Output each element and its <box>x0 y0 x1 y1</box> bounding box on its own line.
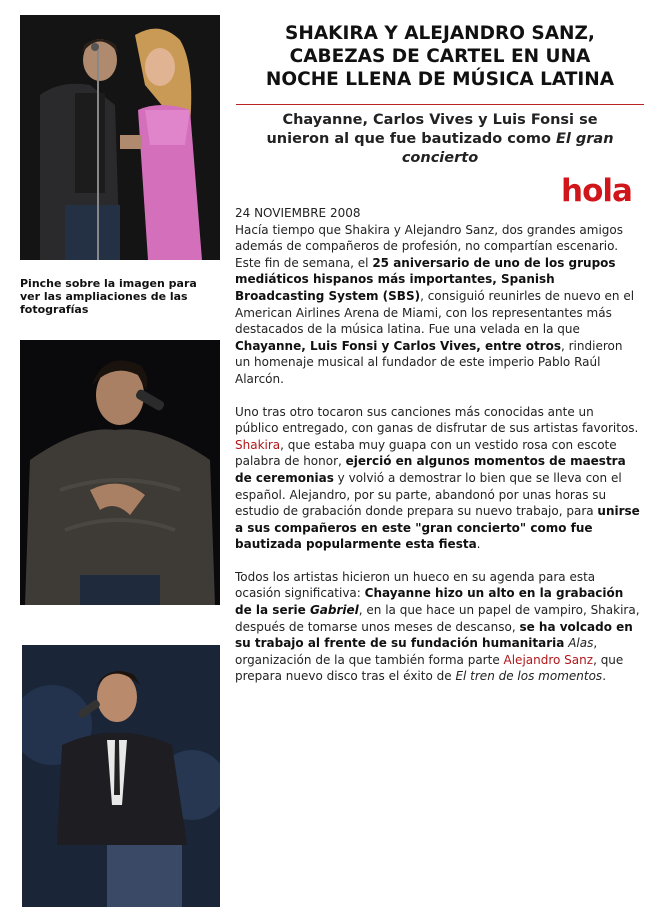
article-subtitle <box>250 111 630 168</box>
alejandro-sanz-link[interactable]: Alejandro Sanz <box>503 652 594 667</box>
p3-italic-e: Alas <box>568 636 594 651</box>
subtitle-text: Chayanne, Carlos Vives y Luis Fonsi se unieron al que fue bautizado como <box>266 112 598 147</box>
paragraph-2 <box>235 404 640 553</box>
p1-text-e: , rindieron un homenaje musical al fundador de este imperio Pablo Raúl Alarcón. <box>235 338 623 386</box>
p3-text-i: . <box>602 669 607 684</box>
photo-luis-fonsi-image <box>22 645 220 907</box>
p3-text-f: , organización de la que también forma parte <box>235 636 598 667</box>
p2-bold-c: ejerció en algunos momentos de maestra de ceremonias <box>235 454 626 485</box>
photo-luis-fonsi[interactable] <box>22 645 220 907</box>
photo-caption: Pinche sobre la imagen para ver las ampliaciones de las fotografías <box>20 277 197 316</box>
subtitle-italic: El gran concierto <box>401 131 614 166</box>
p3-text-a: Todos los artistas hicieron un hueco en su agenda para esta ocasión significativa: <box>235 569 596 601</box>
p3-text-g: , que prepara nuevo disco tras el éxito de <box>235 652 624 684</box>
shakira-link[interactable]: Shakira <box>235 437 281 452</box>
paragraph-1 <box>235 222 640 388</box>
p3-bold-italic: Gabriel <box>309 603 359 618</box>
article-body <box>235 205 640 701</box>
photo-shakira-alejandro[interactable] <box>20 15 220 260</box>
p1-text-a: Hacía tiempo que Shakira y Alejandro Sanz, dos grandes amigos además de compañeros de profesión, no compartían escenario. Este fin de semana, el <box>235 222 624 270</box>
p2-text-a: Uno tras otro tocaron sus canciones más conocidas ante un público entregado, con ganas de disfrutar de sus artistas favoritos. <box>235 404 639 436</box>
headline-line-2: CABEZAS DE CARTEL EN UNA <box>289 46 591 67</box>
headline-line-3: NOCHE LLENA DE MÚSICA LATINA <box>265 69 615 90</box>
p2-bold-e: unirse a sus compañeros en este "gran concierto" como fue bautizada popularmente esta fiesta <box>235 504 640 552</box>
p3-text-c: , en la que hace un papel de vampiro, Shakira, después de tomarse unos meses de descanso, <box>235 603 640 634</box>
photo-shakira-alejandro-image <box>20 15 220 260</box>
p2-text-d: y volvió a demostrar lo bien que se lleva con el español. Alejandro, por su parte, abandonó por unas horas su estudio de grabación donde prepara su nuevo trabajo, para <box>235 470 622 519</box>
p1-bold-d: Chayanne, Luis Fonsi y Carlos Vives, entre otros <box>235 338 561 353</box>
p2-text-b: , que estaba muy guapa con un vestido rosa con escote palabra de honor, <box>235 437 617 469</box>
headline-divider <box>236 104 644 105</box>
photo-chayanne[interactable] <box>20 340 220 605</box>
photo-chayanne-image <box>20 340 220 605</box>
headline-line-1: SHAKIRA Y ALEJANDRO SANZ, <box>285 23 595 44</box>
p2-text-f: . <box>476 537 481 552</box>
article-headline <box>236 22 644 91</box>
hola-logo[interactable]: hola <box>561 173 632 209</box>
paragraph-3 <box>235 569 640 685</box>
p3-italic-h: El tren de los momentos <box>455 669 603 684</box>
p1-bold-b: 25 aniversario de uno de los grupos mediáticos hispanos más importantes, Spanish Broadcasting System (SBS) <box>235 255 616 303</box>
p1-text-c: , consiguió reunirles de nuevo en el American Airlines Arena de Miami, con los representantes más destacados de la música latina. Fue una velada en la que <box>235 288 635 337</box>
p3-bold-b: Chayanne hizo un alto en la grabación de la serie <box>235 586 624 618</box>
p3-bold-d: se ha volcado en su trabajo al frente de su fundación humanitaria <box>235 619 633 651</box>
article-date: 24 NOVIEMBRE 2008 <box>235 206 361 220</box>
